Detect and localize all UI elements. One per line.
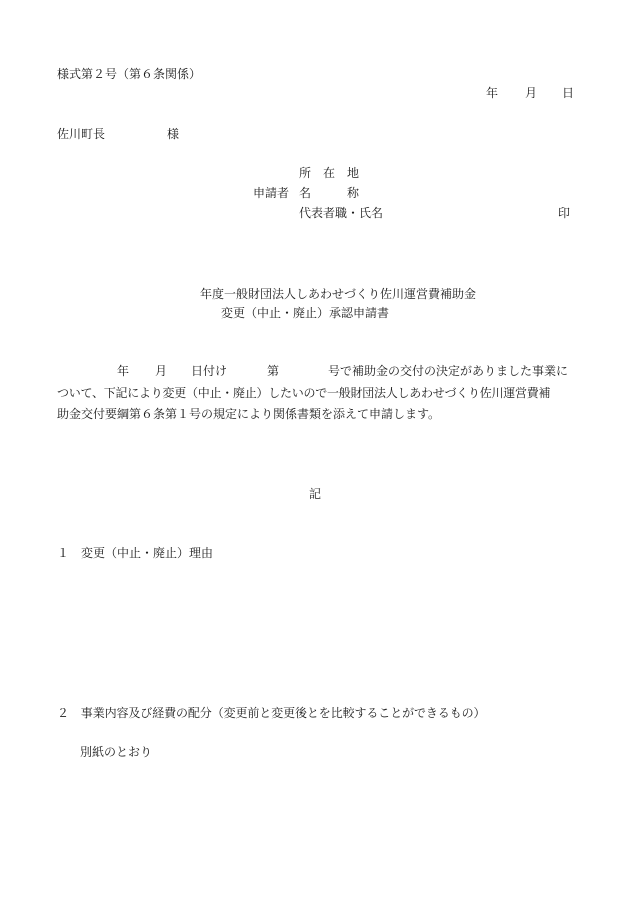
- body-number-prefix: 第: [267, 364, 280, 378]
- addressee-honorific: 様: [167, 127, 180, 141]
- date-month: 月: [525, 86, 538, 100]
- body-line3: 助金交付要綱第６条第１号の規定により関係書類を添えて申請します。: [57, 407, 441, 421]
- ki-heading: 記: [309, 487, 322, 501]
- body-line2: ついて、下記により変更（中止・廃止）したいので一般財団法人しあわせづくり佐川運営費補: [57, 386, 551, 400]
- section1-title: １ 変更（中止・廃止）理由: [57, 546, 214, 560]
- title-line2: 変更（中止・廃止）承認申請書: [221, 306, 390, 320]
- body-line1-rest: 号で補助金の交付の決定がありました事業に: [328, 364, 569, 378]
- section2-title: ２ 事業内容及び経費の配分（変更前と変更後とを比較することができるもの）: [57, 706, 486, 720]
- form-number: 様式第２号（第６条関係）: [57, 67, 202, 81]
- body-day: 日付け: [191, 364, 228, 378]
- date-day: 日: [562, 86, 575, 100]
- date-year: 年: [486, 86, 499, 100]
- applicant-name-label: 名 称: [299, 186, 360, 200]
- seal-mark: 印: [558, 206, 571, 220]
- section2-content: 別紙のとおり: [80, 745, 153, 759]
- title-line1: 年度一般財団法人しあわせづくり佐川運営費補助金: [200, 287, 477, 301]
- applicant-address-label: 所 在 地: [299, 166, 360, 180]
- body-year: 年: [117, 364, 130, 378]
- body-month: 月: [155, 364, 168, 378]
- applicant-representative-label: 代表者職・氏名: [299, 206, 384, 220]
- addressee-name: 佐川町長: [57, 127, 106, 141]
- applicant-label: 申請者: [253, 186, 290, 200]
